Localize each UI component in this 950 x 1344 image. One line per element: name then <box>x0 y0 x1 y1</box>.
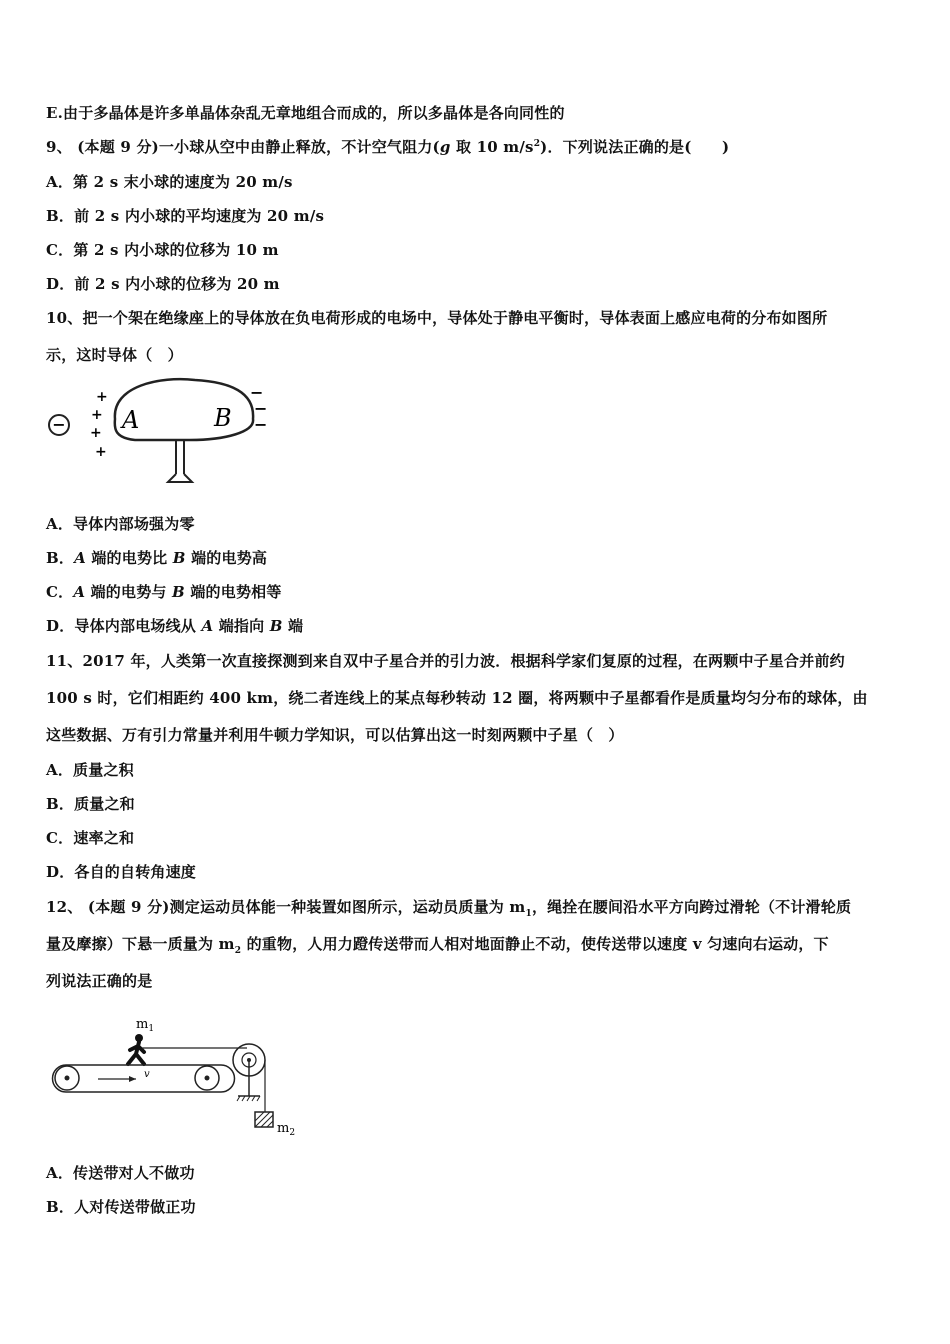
q11-stem-line1: 11、2017 年，人类第一次直接探测到来自双中子星合并的引力波．根据科学家们复原的过程，在两颗中子星合并前约 <box>46 652 845 670</box>
q11-option-b: B．质量之和 <box>46 795 135 813</box>
m1-label: $m_1$ <box>136 1017 155 1034</box>
q12-stem-line1: 12、 (本题 9 分)测定运动员体能一种装置如图所示，运动员质量为 $m_1$，绳拴在腰间沿水平方向跨过滑轮（不计滑轮质 <box>46 898 852 919</box>
q12-option-b: B．人对传送带做正功 <box>46 1198 196 1216</box>
line-e: E.由于多晶体是许多单晶体杂乱无章地组合而成的，所以多晶体是各向同性的 <box>46 104 565 122</box>
label-a: A <box>122 406 140 434</box>
conductor-figure <box>40 374 280 492</box>
q11-option-d: D．各自的自转角速度 <box>46 863 197 881</box>
plus-sign: + <box>90 425 102 441</box>
q12-stem-line2: 量及摩擦）下悬一质量为 $m_2$ 的重物，人用力蹬传送带而人相对地面静止不动，使传送带以速度 v 匀速向右运动，下 <box>46 935 829 956</box>
minus-sign: − <box>250 383 264 402</box>
minus-sign: − <box>254 399 268 418</box>
weight-hatch <box>255 1112 273 1127</box>
negative-charge-sign: − <box>52 415 66 434</box>
q10-option-a: A．导体内部场强为零 <box>46 515 195 533</box>
person-body <box>128 1042 144 1064</box>
q10-stem-line2: 示，这时导体（ ） <box>46 346 183 364</box>
minus-sign: − <box>254 415 268 434</box>
belt-right-end <box>221 1065 235 1092</box>
q10-option-c: C．A 端的电势与 B 端的电势相等 <box>46 583 282 601</box>
q11-stem-line3: 这些数据、万有引力常量并利用牛顿力学知识，可以估算出这一时刻两颗中子星（ ） <box>46 726 624 744</box>
m2-label: $m_2$ <box>277 1121 296 1138</box>
q10-option-d: D．导体内部电场线从 A 端指向 B 端 <box>46 617 304 635</box>
plus-sign: + <box>95 444 107 460</box>
q9-option-a: A．第 2 s 末小球的速度为 20 m/s <box>46 173 293 191</box>
q10-stem-line1: 10、把一个架在绝缘座上的导体放在负电荷形成的电场中，导体处于静电平衡时，导体表面上感应电荷的分布如图所 <box>46 309 828 327</box>
plus-sign: + <box>91 407 103 423</box>
q10-option-b: B．A 端的电势比 B 端的电势高 <box>46 549 268 567</box>
roller-axle-right <box>205 1076 210 1081</box>
q11-option-c: C．速率之和 <box>46 829 135 847</box>
q9-stem: 9、 (本题 9 分)一小球从空中由静止释放，不计空气阻力(g 取 10 $m/s^2$)．下列说法正确的是( ) <box>46 138 730 156</box>
treadmill-figure <box>44 1008 304 1140</box>
roller-axle-left <box>65 1076 70 1081</box>
q9-option-b: B．前 2 s 内小球的平均速度为 20 m/s <box>46 207 325 225</box>
velocity-label: v <box>144 1069 150 1080</box>
stand-base <box>168 474 192 482</box>
plus-sign: + <box>96 389 108 405</box>
q12-option-a: A．传送带对人不做功 <box>46 1164 195 1182</box>
label-b: B <box>214 404 232 432</box>
q9-option-c: C．第 2 s 内小球的位移为 10 m <box>46 241 279 259</box>
velocity-arrowhead <box>129 1076 136 1082</box>
q11-stem-line2: 100 s 时，它们相距约 400 km，绕二者连线上的某点每秒转动 12 圈，将两颗中子星都看作是质量均匀分布的球体，由 <box>46 689 868 707</box>
q12-stem-line3: 列说法正确的是 <box>46 972 153 990</box>
q11-option-a: A．质量之积 <box>46 761 134 779</box>
q9-option-d: D．前 2 s 内小球的位移为 20 m <box>46 275 280 293</box>
